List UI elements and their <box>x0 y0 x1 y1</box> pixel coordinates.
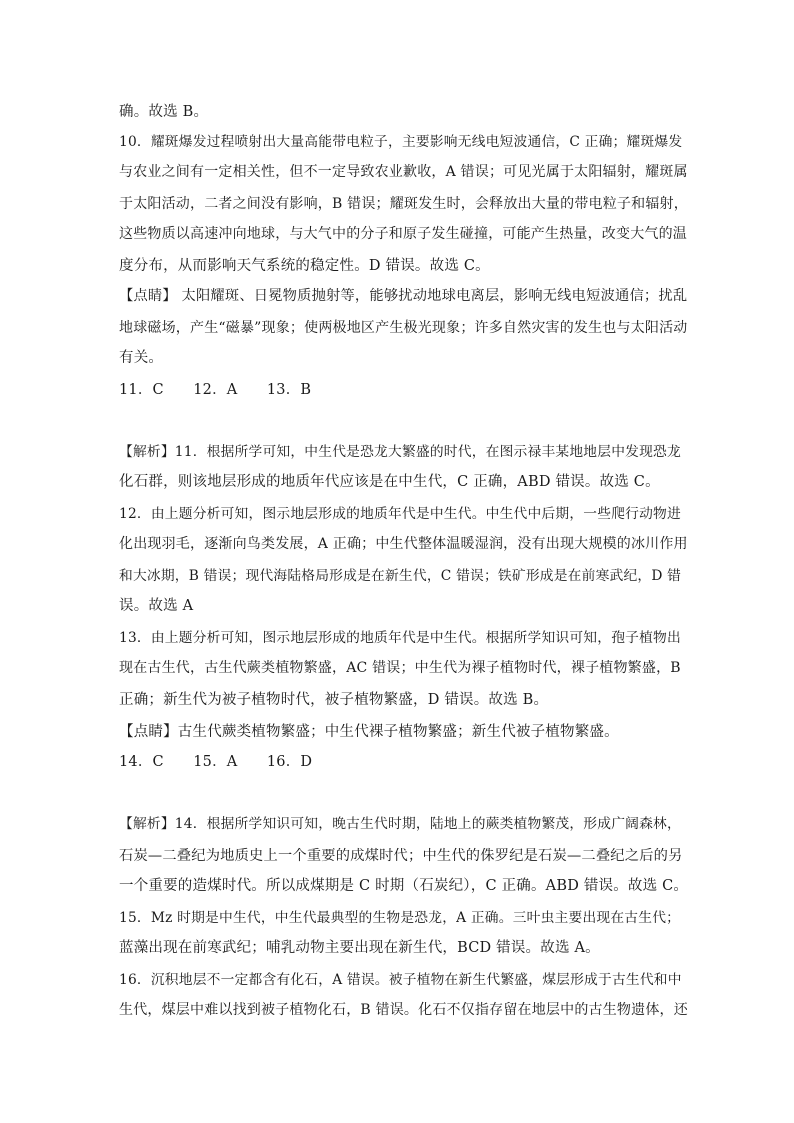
text-line: 一个重要的造煤时代。所以成煤期是 C 时期（石炭纪），C 正确。ABD 错误。故选 C。 <box>119 878 689 894</box>
text-line: 误。故选 A <box>119 598 194 614</box>
dianjing-line: 【点睛】古生代蕨类植物繁盛；中生代裸子植物繁盛；新生代被子植物繁盛。 <box>119 724 619 740</box>
text-line: 石炭—二叠纪为地质史上一个重要的成煤时代；中生代的侏罗纪是石炭—二叠纪之后的另 <box>119 848 683 864</box>
text-line: 这些物质以高速冲向地球，与大气中的分子和原子发生碰撞，可能产生热量，改变大气的温 <box>119 226 687 242</box>
text-line: 与农业之间有一定相关性，但不一定导致农业歉收，A 错误；可见光属于太阳辐射，耀斑属 <box>119 164 688 180</box>
jiexi-line: 【解析】11．根据所学可知，中生代是恐龙大繁盛的时代，在图示禄丰某地地层中发现恐龙 <box>119 444 681 460</box>
answer-line: 11．C 12．A 13．B <box>119 382 312 398</box>
dianjing-line: 【点睛】 太阳耀斑、日冕物质抛射等，能够扰动地球电离层，影响无线电短波通信；扰乱 <box>119 288 688 304</box>
text-line: 10．耀斑爆发过程喷射出大量高能带电粒子，主要影响无线电短波通信，C 正确；耀斑爆发 <box>119 134 683 150</box>
text-line: 和大冰期，B 错误；现代海陆格局形成是在新生代，C 错误；铁矿形成是在前寒武纪，D 错 <box>119 568 682 584</box>
answer-line: 14．C 15．A 16．D <box>119 754 313 770</box>
text-line: 确。故选 B。 <box>119 104 209 120</box>
text-line: 化出现羽毛，逐渐向鸟类发展，A 正确；中生代整体温暖湿润，没有出现大规模的冰川作用 <box>119 536 688 552</box>
text-line: 现在古生代，古生代蕨类植物繁盛，AC 错误；中生代为裸子植物时代，裸子植物繁盛，B <box>119 660 681 676</box>
text-line: 生代，煤层中难以找到被子植物化石，B 错误。化石不仅指存留在地层中的古生物遗体，还 <box>119 1002 688 1018</box>
text-line: 地球磁场，产生“磁暴”现象；使两极地区产生极光现象；许多自然灾害的发生也与太阳活动 <box>119 320 688 336</box>
text-line: 16．沉积地层不一定都含有化石，A 错误。被子植物在新生代繁盛，煤层形成于古生代和中 <box>119 972 682 988</box>
text-line: 化石群，则该地层形成的地质年代应该是在中生代，C 正确，ABD 错误。故选 C。 <box>119 474 660 490</box>
text-line: 15．Mz 时期是中生代，中生代最典型的生物是恐龙，A 正确。三叶虫主要出现在古生代； <box>119 910 681 926</box>
text-line: 正确；新生代为被子植物时代，被子植物繁盛，D 错误。故选 B。 <box>119 692 549 708</box>
text-line: 13．由上题分析可知，图示地层形成的地质年代是中生代。根据所学知识可知，孢子植物出 <box>119 630 681 646</box>
text-line: 度分布，从而影响天气系统的稳定性。D 错误。故选 C。 <box>119 258 490 274</box>
text-line: 于太阳活动，二者之间没有影响，B 错误；耀斑发生时，会释放出大量的带电粒子和辐射， <box>119 196 688 212</box>
jiexi-line: 【解析】14．根据所学知识可知，晚古生代时期，陆地上的蕨类植物繁茂，形成广阔森林， <box>119 816 681 832</box>
text-line: 有关。 <box>119 350 164 366</box>
text-line: 12．由上题分析可知，图示地层形成的地质年代是中生代。中生代中后期，一些爬行动物进 <box>119 506 681 522</box>
text-line: 蓝藻出现在前寒武纪；哺乳动物主要出现在新生代，BCD 错误。故选 A。 <box>119 940 600 956</box>
